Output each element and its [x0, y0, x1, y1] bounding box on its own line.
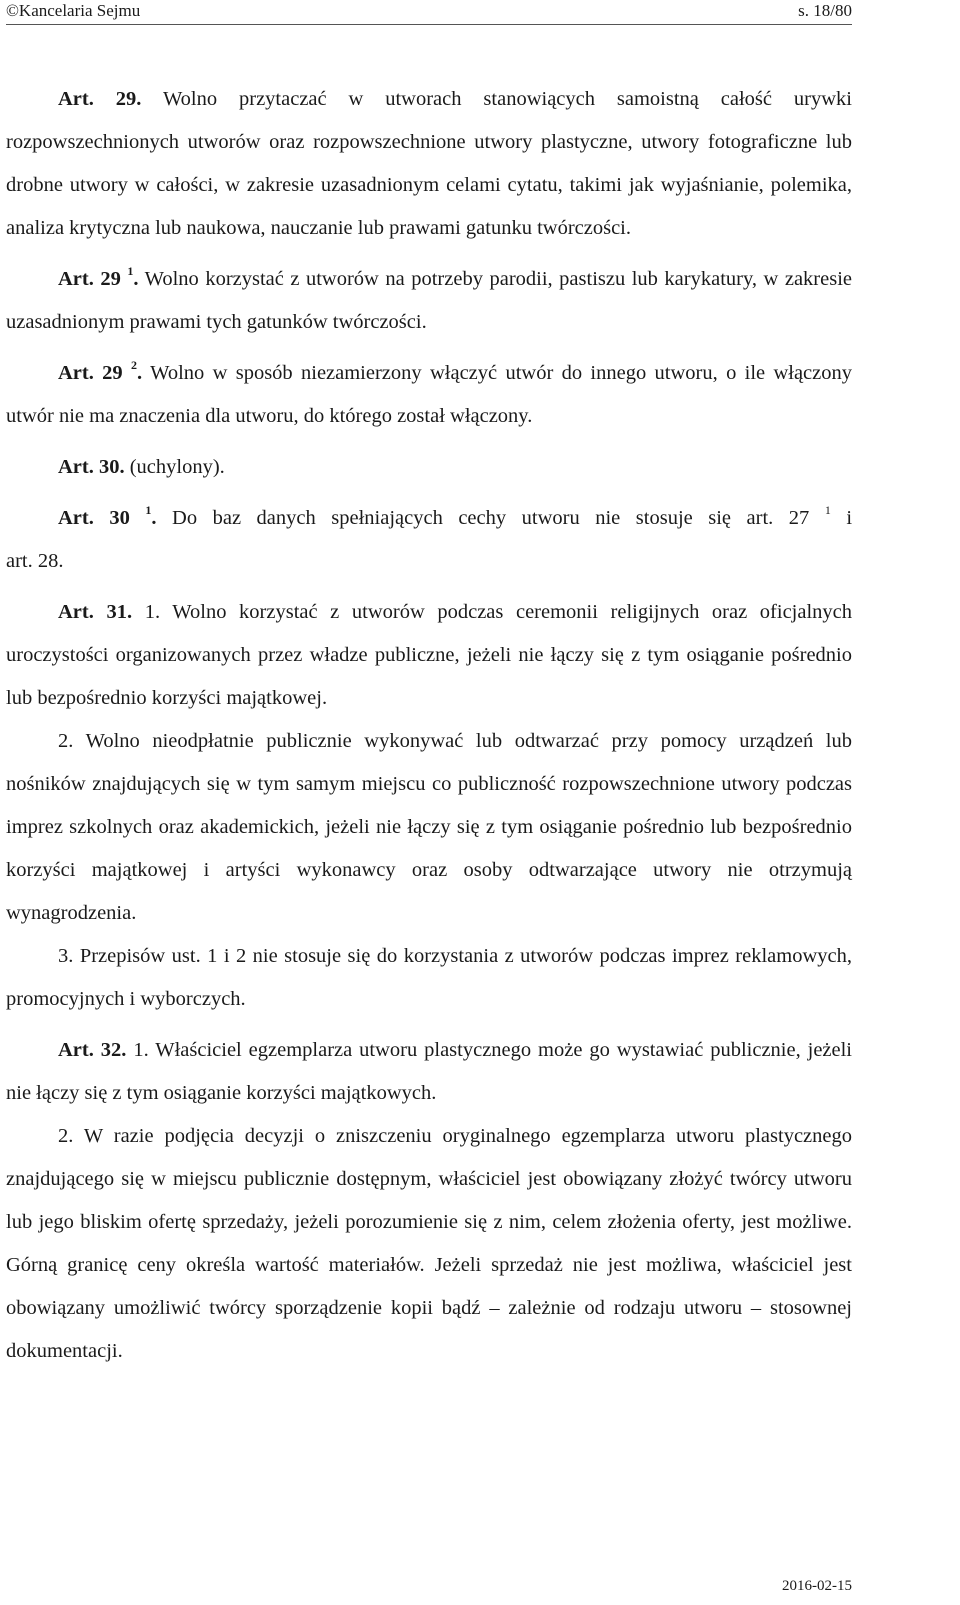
article-text: Do baz danych spełniających cechy utworu nie stosuje się art. 27	[172, 507, 810, 529]
article-32-para-2: 2. W razie podjęcia decyzji o zniszczeniu oryginalnego egzemplarza utworu plastycznego znajdującego się w miejscu publicznie dostępnym, właściciel jest obowiązany złożyć twórcy utworu lub jego bliskim ofertę sprzedaży, jeżeli porozumienie się z nim, celem złożenia oferty, jest możliwe. Górną granicę ceny określa wartość materiałów. Jeżeli sprzedaż nie jest możliwa, właściciel jest obowiązany umożliwić twórcy sporządzenie kopii bądź – zależnie od rodzaju utworu – stosownej dokumentacji.	[6, 1125, 852, 1362]
publication-date: 2016-02-15	[782, 1578, 852, 1594]
article-29	[6, 78, 852, 250]
document-body	[6, 78, 852, 1373]
article-text: 1. Wolno korzystać z utworów podczas ceremonii religijnych oraz oficjalnych uroczystości organizowanych przez władze publiczne, jeżeli nie łączy się z tym osiąganie pośrednio lub bezpośrednio korzyści majątkowej.	[6, 601, 853, 709]
article-text: Wolno w sposób niezamierzony włączyć utwór do innego utworu, o ile włączony utwór nie ma znaczenia dla utworu, do którego został włączony.	[6, 362, 853, 427]
article-30-1-cont: art. 28.	[6, 550, 64, 572]
article-29-1	[6, 258, 852, 344]
article-label: Art. 29 $^2$.	[58, 358, 143, 384]
article-text: Wolno przytaczać w utworach stanowiących samoistną całość urywki rozpowszechnionych utworów oraz rozpowszechnione utwory plastyczne, utwory fotograficzne lub drobne utwory w całości, w zakresie uzasadnionym celami cytatu, takimi jak wyjaśnianie, polemika, analiza krytyczna lub naukowa, nauczanie lub prawami gatunku twórczości.	[6, 88, 852, 239]
article-32-para-1	[6, 1029, 852, 1115]
article-label: Art. 31.	[58, 601, 133, 623]
article-label: Art. 30 $^1$.	[58, 503, 157, 529]
article-30	[6, 446, 852, 489]
article-label: Art. 29.	[58, 88, 142, 110]
article-31-para-1	[6, 591, 852, 720]
article-text: Wolno korzystać z utworów na potrzeby parodii, pastiszu lub karykatury, w zakresie uzasadnionym prawami tych gatunków twórczości.	[6, 268, 852, 333]
page-number: s. 18/80	[798, 1, 852, 20]
article-31-para-2: 2. Wolno nieodpłatnie publicznie wykonywać lub odtwarzać przy pomocy urządzeń lub nośników znajdujących się w tym samym miejscu co publiczność rozpowszechnione utwory podczas imprez szkolnych oraz akademickich, jeżeli nie łączy się z tym osiąganie pośrednio lub bezpośrednio korzyści majątkowej i artyści wykonawcy oraz osoby odtwarzające utwory nie otrzymują wynagrodzenia.	[6, 730, 852, 924]
article-31-para-3: 3. Przepisów ust. 1 i 2 nie stosuje się do korzystania z utworów podczas imprez reklamowych, promocyjnych i wyborczych.	[6, 945, 852, 1010]
page-header	[6, 0, 852, 25]
article-text: (uchylony).	[129, 456, 225, 478]
article-30-1: Art. 30 $^1$. Do baz danych spełniających cechy utworu nie stosuje się art. 27 $^1$ i	[58, 503, 853, 529]
article-label: Art. 32.	[58, 1039, 127, 1061]
copyright-label: ©Kancelaria Sejmu	[6, 1, 141, 20]
article-label: Art. 30.	[58, 456, 125, 478]
article-text: 1. Właściciel egzemplarza utworu plastycznego może go wystawiać publicznie, jeżeli nie łączy się z tym osiąganie korzyści majątkowych.	[6, 1039, 853, 1104]
article-29-2	[6, 352, 852, 438]
article-label: Art. 29 $^1$.	[58, 264, 139, 290]
